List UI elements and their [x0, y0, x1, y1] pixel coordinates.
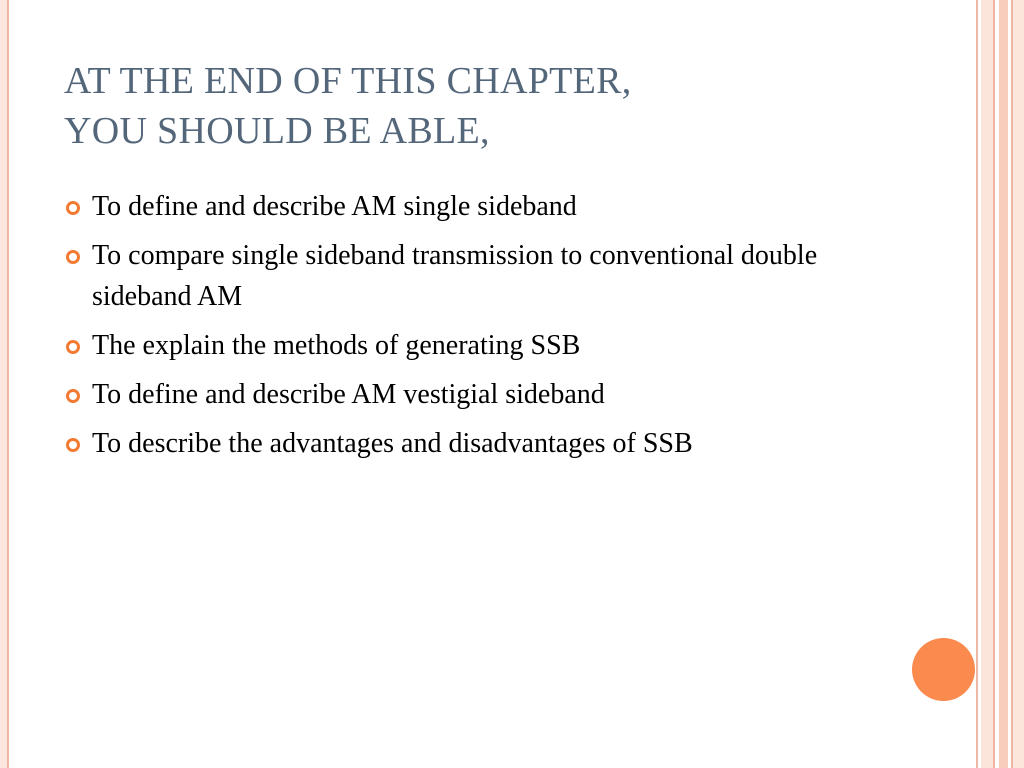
bullet-item — [64, 235, 894, 317]
title-line-2: YOU SHOULD BE ABLE, — [64, 110, 490, 152]
stripe — [999, 0, 1008, 768]
stripe — [993, 0, 995, 768]
circle-bullet-icon — [66, 250, 80, 264]
left-border — [0, 0, 9, 768]
accent-circle-decoration — [912, 638, 975, 701]
stripe — [1011, 0, 1024, 768]
bullet-text: To describe the advantages and disadvantages of SSB — [92, 428, 693, 459]
title-line-1: AT THE END OF THIS CHAPTER, — [64, 60, 632, 102]
bullet-list — [64, 186, 894, 472]
bullet-item — [64, 325, 894, 366]
slide-title — [64, 56, 884, 156]
circle-bullet-icon — [66, 201, 80, 215]
circle-bullet-icon — [66, 340, 80, 354]
right-decorative-stripes — [976, 0, 1024, 768]
circle-bullet-icon — [66, 389, 80, 403]
bullet-item — [64, 374, 894, 415]
bullet-item — [64, 423, 894, 464]
bullet-text: The explain the methods of generating SSB — [92, 330, 581, 361]
bullet-item — [64, 186, 894, 227]
circle-bullet-icon — [66, 438, 80, 452]
bullet-text: To define and describe AM vestigial sideband — [92, 379, 605, 410]
bullet-text: To compare single sideband transmission to conventional double sideband AM — [92, 240, 818, 312]
bullet-text: To define and describe AM single sideband — [92, 191, 577, 222]
stripe — [981, 0, 993, 768]
stripe — [976, 0, 978, 768]
